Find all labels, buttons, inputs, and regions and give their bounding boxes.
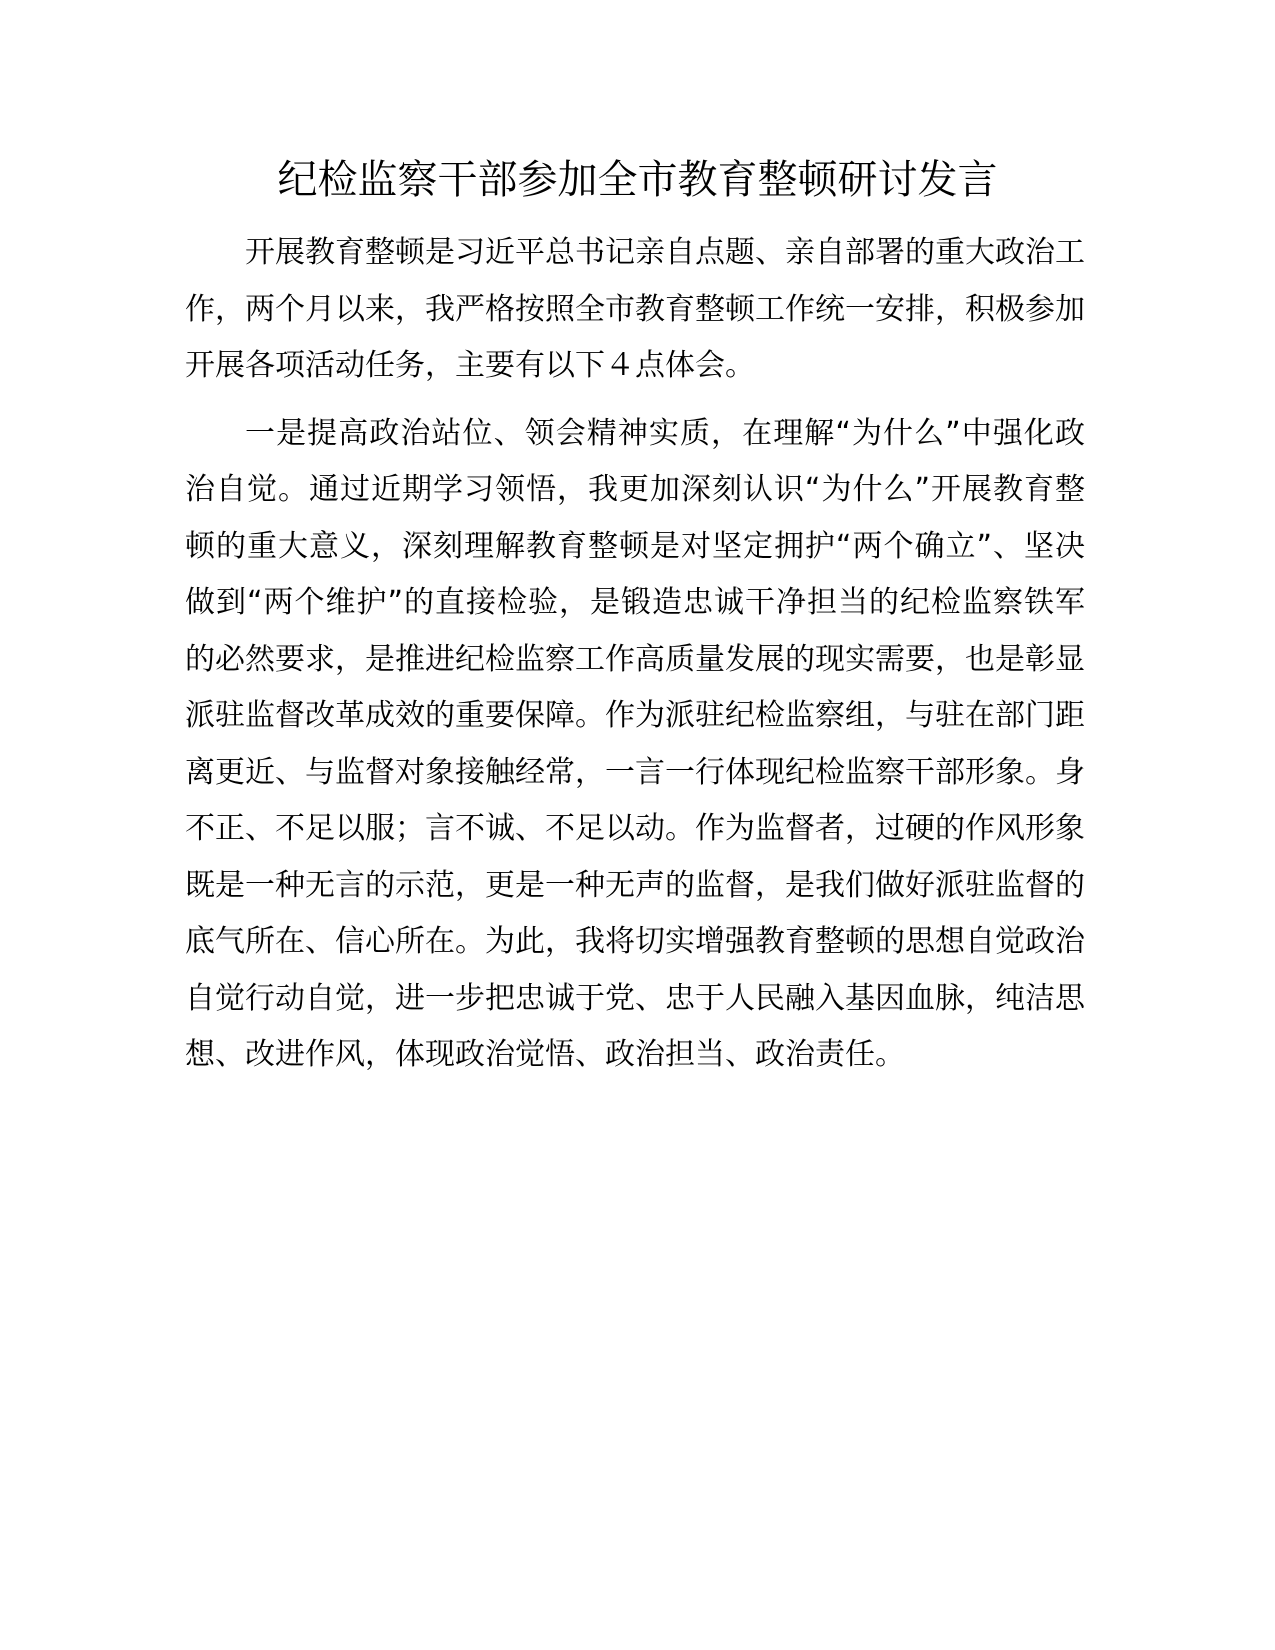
document-body [185,225,1085,1084]
document-title: 纪检监察干部参加全市教育整顿研讨发言 [277,157,998,203]
paragraph-point-one: 一是提高政治站位、领会精神实质，在理解“为什么”中强化政治自觉。通过近期学习领悟，我更加深刻认识“为什么”开展教育整顿的重大意义，深刻理解教育整顿是对坚定拥护“两个确立”、坚决做到“两个维护”的直接检验，是锻造忠诚干净担当的纪检监察铁军的必然要求，是推进纪检监察工作高质量发展的现实需要，也是彰显派驻监督改革成效的重要保障。作为派驻纪检监察组，与驻在部门距离更近、与监督对象接触经常，一言一行体现纪检监察干部形象。身不正、不足以服；言不诚、不足以动。作为监督者，过硬的作风形象既是一种无言的示范，更是一种无声的监督，是我们做好派驻监督的底气所在、信心所在。为此，我将切实增强教育整顿的思想自觉政治自觉行动自觉，进一步把忠诚于党、忠于人民融入基因血脉，纯洁思想、改进作风，体现政治觉悟、政治担当、政治责任。 [185,415,1085,1072]
paragraph-intro: 开展教育整顿是习近平总书记亲自点题、亲自部署的重大政治工作，两个月以来，我严格按照全市教育整顿工作统一安排，积极参加开展各项活动任务，主要有以下４点体会。 [185,235,1085,383]
